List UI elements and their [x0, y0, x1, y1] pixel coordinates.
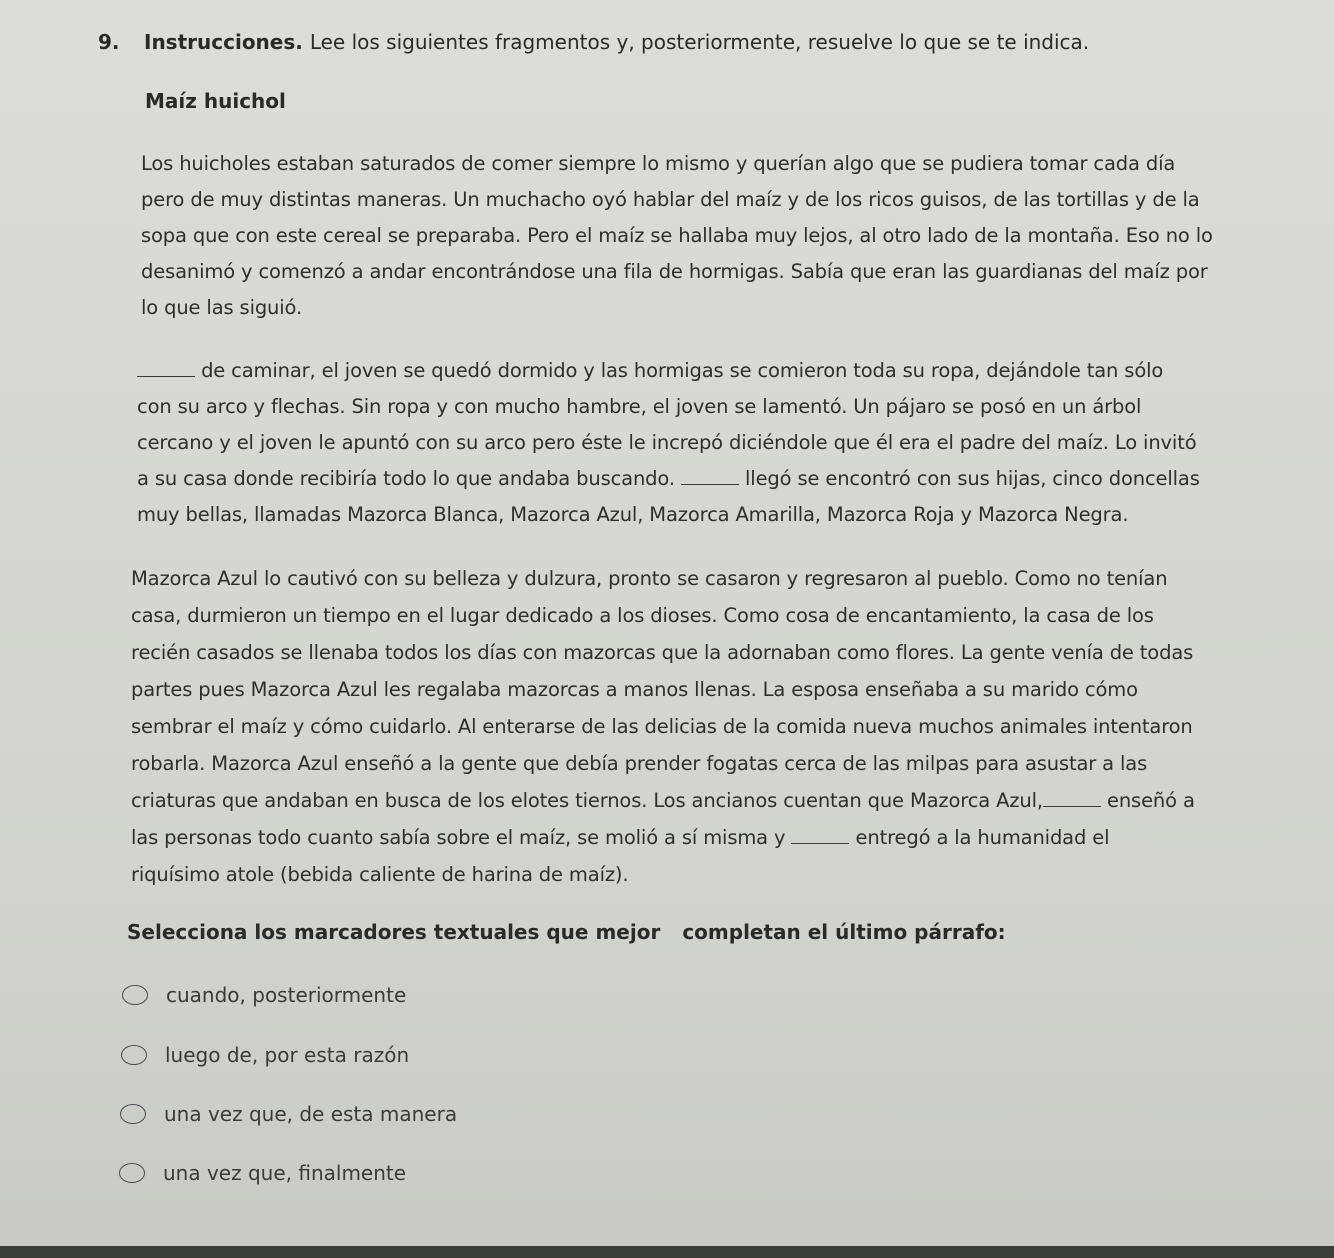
question-label: Instrucciones. — [144, 30, 303, 54]
story-paragraph-2 — [137, 353, 1200, 533]
prompt-text: completan el último párrafo: — [682, 920, 1006, 944]
radio-button[interactable] — [122, 985, 148, 1005]
paragraph-line: cercano y el joven le apuntó con su arco pero éste le increpó diciéndole que él era el padre del maíz. Lo invitó — [137, 431, 1197, 454]
option-label[interactable]: luego de, por esta razón — [165, 1043, 410, 1067]
paragraph-line — [131, 782, 1195, 819]
story-paragraph-3 — [131, 560, 1195, 893]
fill-blank — [1043, 790, 1101, 807]
prompt-text: Selecciona los marcadores textuales que mejor — [127, 920, 661, 944]
paragraph-line: partes pues Mazorca Azul les regalaba mazorcas a manos llenas. La esposa enseñaba a su marido cómo — [131, 678, 1138, 701]
answer-option-2[interactable] — [121, 1043, 409, 1067]
question-header — [98, 30, 1089, 54]
paragraph-line — [131, 819, 1195, 856]
question-text: Lee los siguientes fragmentos y, posteriormente, resuelve lo que se te indica. — [309, 30, 1090, 54]
paragraph-line: casa, durmieron un tiempo en el lugar dedicado a los dioses. Como cosa de encantamiento, la casa de los — [131, 604, 1154, 627]
paragraph-line: pero de muy distintas maneras. Un muchacho oyó hablar del maíz y de los ricos guisos, de las tortillas y de la — [141, 188, 1200, 211]
paragraph-line: sopa que con este cereal se preparaba. Pero el maíz se hallaba muy lejos, al otro lado de la montaña. Eso no lo — [141, 224, 1213, 247]
answer-option-3[interactable] — [120, 1102, 457, 1126]
paragraph-text: las personas todo cuanto sabía sobre el maíz, se molió a sí misma y — [131, 826, 786, 849]
paragraph-line: sembrar el maíz y cómo cuidarlo. Al enterarse de las delicias de la comida nueva muchos animales intentaron — [131, 715, 1193, 738]
paragraph-text: a su casa donde recibiría todo lo que andaba buscando. — [137, 467, 675, 490]
question-number: 9. — [98, 30, 120, 54]
option-label[interactable]: una vez que, finalmente — [163, 1161, 407, 1185]
paragraph-line: robarla. Mazorca Azul enseñó a la gente que debía prender fogatas cerca de las milpas para asustar a las — [131, 752, 1148, 775]
paragraph-text: entregó a la humanidad el — [855, 826, 1110, 849]
paragraph-line: con su arco y flechas. Sin ropa y con mucho hambre, el joven se lamentó. Un pájaro se posó en un árbol — [137, 395, 1142, 418]
screen-bezel — [0, 1246, 1334, 1258]
story-title: Maíz huichol — [145, 89, 286, 113]
paragraph-line: recién casados se llenaba todos los días con mazorcas que la adornaban como flores. La gente venía de todas — [131, 641, 1194, 664]
story-paragraph-1 — [141, 146, 1213, 326]
paragraph-line — [137, 461, 1200, 497]
paragraph-text: criaturas que andaban en busca de los elotes tiernos. Los ancianos cuentan que Mazorca Azul, — [131, 789, 1043, 812]
radio-button[interactable] — [121, 1045, 147, 1065]
paragraph-line: desanimó y comenzó a andar encontrándose una fila de hormigas. Sabía que eran las guardianas del maíz por — [141, 260, 1208, 283]
paragraph-text: llegó se encontró con sus hijas, cinco doncellas — [745, 467, 1200, 490]
paragraph-line: lo que las siguió. — [141, 296, 303, 319]
option-label[interactable]: cuando, posteriormente — [166, 983, 407, 1007]
fill-blank — [137, 360, 195, 377]
fill-blank — [791, 827, 849, 844]
question-prompt — [127, 920, 1006, 944]
paragraph-line: Mazorca Azul lo cautivó con su belleza y dulzura, pronto se casaron y regresaron al pueblo. Como no tenían — [131, 567, 1168, 590]
answer-option-1[interactable] — [122, 983, 406, 1007]
paragraph-line: Los huicholes estaban saturados de comer siempre lo mismo y querían algo que se pudiera tomar cada día — [141, 152, 1176, 175]
answer-option-4[interactable] — [119, 1161, 406, 1185]
paragraph-line: muy bellas, llamadas Mazorca Blanca, Mazorca Azul, Mazorca Amarilla, Mazorca Roja y Mazorca Negra. — [137, 503, 1129, 526]
radio-button[interactable] — [120, 1104, 146, 1124]
paragraph-line — [137, 353, 1200, 389]
paragraph-line: riquísimo atole (bebida caliente de harina de maíz). — [131, 863, 629, 886]
fill-blank — [681, 468, 739, 485]
radio-button[interactable] — [119, 1163, 145, 1183]
paragraph-text: de caminar, el joven se quedó dormido y las hormigas se comieron toda su ropa, dejándole tan sólo — [201, 359, 1164, 382]
paragraph-text: enseñó a — [1107, 789, 1195, 812]
option-label[interactable]: una vez que, de esta manera — [164, 1102, 458, 1126]
